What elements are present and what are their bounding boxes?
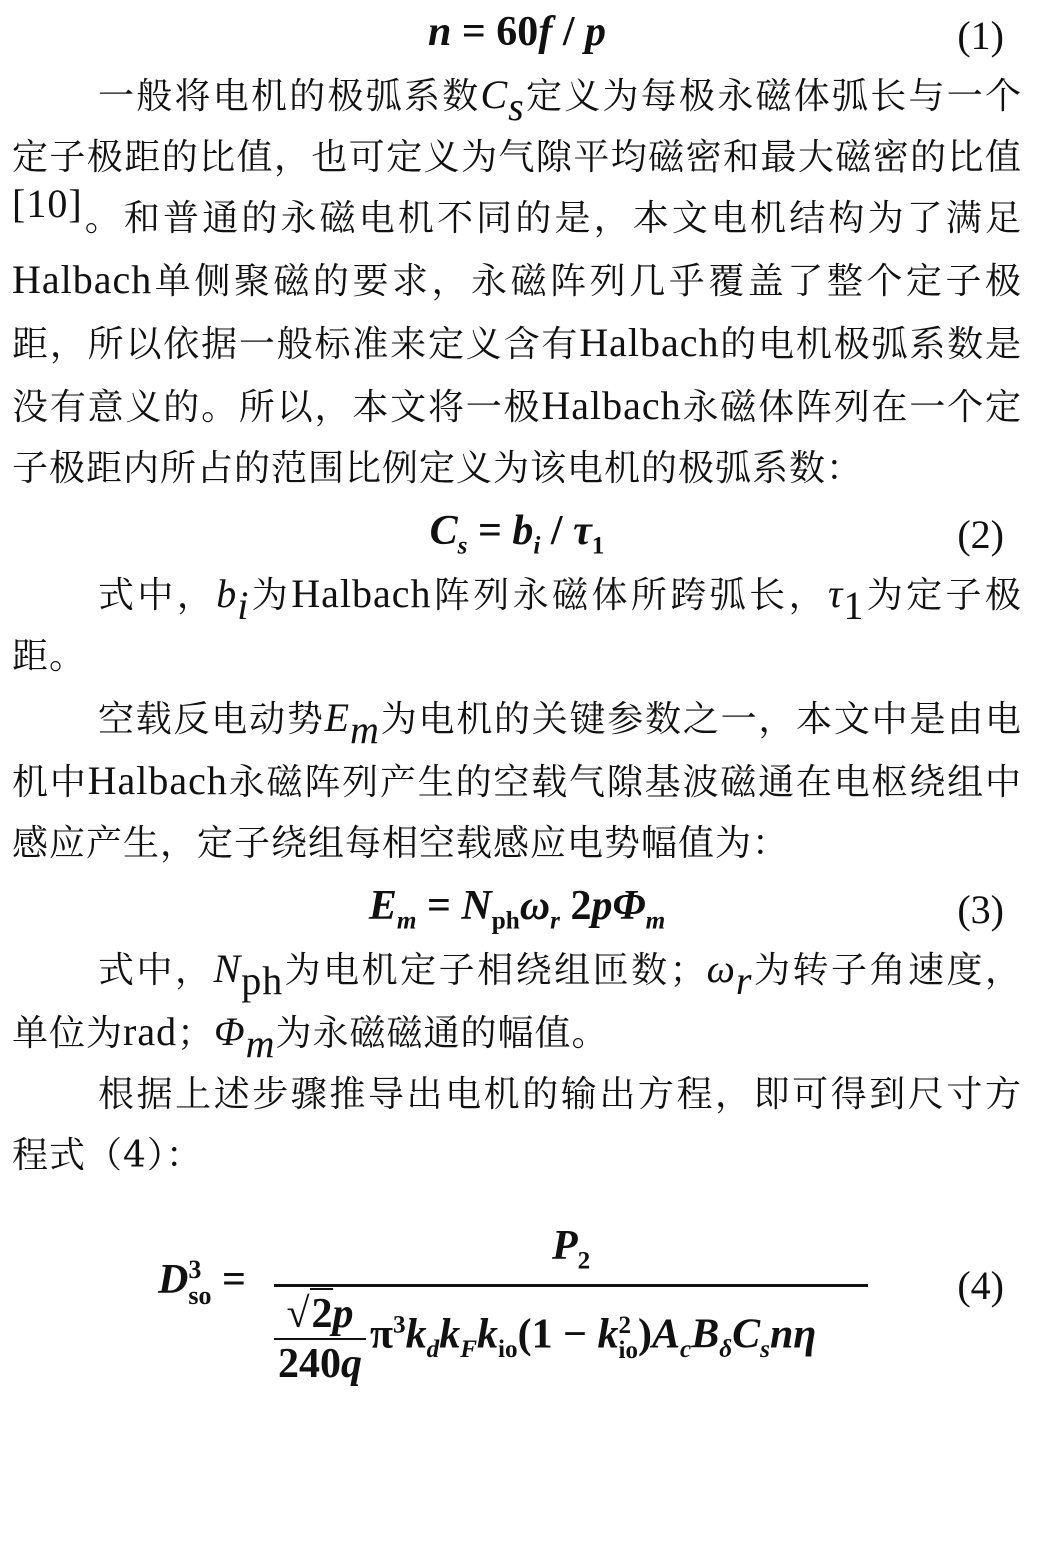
eq4-d-scripts — [188, 1257, 211, 1309]
equation-1 — [12, 0, 1022, 64]
para2-text-1: 式中， — [98, 575, 217, 616]
equation-4-number: (4) — [957, 1263, 1004, 1308]
eq4-ac-sub: c — [680, 1336, 692, 1364]
para1-halbach-3: Halbach — [541, 383, 682, 428]
eq4-bd: B — [691, 1311, 720, 1358]
equation-3-number: (3) — [957, 887, 1004, 932]
para2-text-3: 阵列永磁体所跨弧长， — [431, 575, 828, 616]
equation-2 — [12, 499, 1022, 563]
eq4-kio-sub: io — [498, 1336, 518, 1364]
eq3-phi-sub: m — [645, 907, 666, 935]
para4-text-3: 为转子角速度，单位为 — [12, 950, 1022, 1054]
para3-halbach: Halbach — [87, 758, 228, 803]
eq4-d-sup: 3 — [188, 1255, 202, 1285]
eq2-c: C — [429, 508, 458, 554]
para4-text-1: 式中， — [98, 950, 214, 991]
eq4-lhs — [158, 1256, 246, 1309]
eq4-d: D — [158, 1257, 189, 1303]
para3-var-e: E — [324, 695, 351, 740]
para2-var-b-sub: i — [237, 583, 250, 629]
eq3-n-sub: ph — [491, 907, 520, 935]
eq4-numerator-sub: 2 — [577, 1247, 591, 1275]
eq4-fraction-bar — [274, 1284, 868, 1287]
eq3-n: N — [461, 883, 492, 929]
document-page — [12, 0, 1022, 1392]
para1-halbach-1: Halbach — [12, 257, 153, 302]
eq2-tau: τ — [573, 508, 592, 554]
eq3-equals: = — [416, 883, 462, 929]
para3-text-1: 空载反电动势 — [98, 699, 325, 740]
eq4-kf-sub: F — [460, 1336, 478, 1364]
paragraph-5 — [12, 1064, 1022, 1186]
eq2-equals: = — [467, 508, 513, 554]
eq4-paren-close: ) — [637, 1311, 652, 1358]
eq3-two: 2 — [559, 883, 592, 929]
para4-var-n: N — [213, 946, 242, 991]
para2-halbach: Halbach — [291, 571, 432, 616]
eq4-denominator — [274, 1288, 816, 1388]
para1-citation: [10] — [12, 181, 83, 226]
equation-4 — [12, 1192, 1022, 1392]
eq4-kio2: k — [597, 1311, 619, 1358]
eq4-inner-240: 240 — [278, 1341, 341, 1387]
eq4-inner-denominator — [274, 1340, 366, 1388]
para1-halbach-2: Halbach — [579, 320, 720, 365]
para4-text-2: 为电机定子相绕组匝数； — [283, 950, 707, 991]
equation-2-body — [12, 507, 1022, 560]
eq2-b-sub: i — [533, 532, 541, 560]
para1-text-6: 永磁体阵列在一个定子极距内所占的范围比例定义为该电机的极弧系数： — [12, 387, 1022, 489]
para3-text-3: 永磁阵列产生的空载气隙基波磁通在电枢绕组中感应产生，定子绕组每相空载感应电势幅值为： — [12, 762, 1022, 864]
para4-var-phi: Φ — [214, 1009, 246, 1054]
eq1-f: f — [538, 9, 553, 55]
eq4-kd-sub: d — [426, 1336, 440, 1364]
eq4-bd-sub: δ — [719, 1336, 733, 1364]
equation-2-number: (2) — [957, 512, 1004, 557]
para4-var-omega-sub: r — [735, 958, 753, 1004]
eq3-e-sub: m — [396, 907, 417, 935]
eq2-c-sub: s — [457, 532, 468, 560]
para3-var-e-sub: m — [350, 707, 380, 753]
eq1-p: p — [584, 9, 606, 55]
eq4-kio2-sub: io — [618, 1337, 638, 1364]
eq2-b: b — [512, 508, 534, 554]
para4-var-phi-sub: m — [245, 1021, 276, 1067]
eq4-cs: C — [732, 1311, 761, 1358]
eq4-inner-q: q — [341, 1341, 362, 1387]
eq4-inner-p: p — [332, 1291, 354, 1337]
para1-text-1: 一般将电机的极弧系数 — [98, 76, 481, 117]
eq4-kd: k — [405, 1311, 427, 1358]
eq4-kio2-sup: 2 — [618, 1312, 632, 1339]
para2-text-4: 为定子极距。 — [12, 575, 1022, 677]
eq4-inner-fraction — [274, 1288, 366, 1388]
para4-unit-rad: rad — [123, 1009, 178, 1054]
eq4-kio2-scripts — [619, 1313, 638, 1363]
eq4-kio: k — [477, 1311, 499, 1358]
eq4-d-sub: so — [188, 1281, 212, 1311]
para1-text-5: 的电机极弧系数是没有意义的。所以，本文将一极 — [12, 324, 1022, 428]
para1-text-2: 定义为每极永磁体弧长与一个定子极距的比值，也可定义为气隙平均磁密和最大磁密的比值 — [12, 76, 1022, 178]
para1-var-c-sub: s — [508, 84, 525, 130]
eq4-ac: A — [651, 1311, 680, 1358]
paragraph-4 — [12, 938, 1022, 1067]
eq3-e: E — [368, 883, 397, 929]
para3-text-2: 为电机的关键参数之一，本文中是由电机中 — [12, 699, 1022, 803]
para4-var-omega: ω — [706, 946, 736, 991]
eq4-sqrt-arg: 2 — [310, 1288, 333, 1338]
para5-text-1: 根据上述步骤推导出电机的输出方程，即可得到尺寸方程式（4）： — [12, 1074, 1022, 1176]
para2-text-2: 为 — [249, 575, 292, 616]
para4-text-5: 为永磁磁通的幅值。 — [275, 1013, 609, 1054]
eq2-slash: / — [540, 508, 574, 554]
paragraph-3 — [12, 687, 1022, 874]
para4-text-4: ； — [177, 1013, 215, 1054]
eq2-tau-sub: 1 — [591, 532, 605, 560]
eq4-cs-sub: s — [760, 1336, 770, 1364]
eq3-omega: ω — [519, 883, 551, 929]
eq4-inner-numerator: √2p — [274, 1288, 366, 1340]
eq1-slash: / — [552, 9, 585, 55]
para1-var-c: C — [480, 72, 509, 117]
eq4-paren-open: (1 − — [517, 1311, 598, 1358]
eq4-numerator-p: P — [552, 1223, 578, 1269]
paragraph-1 — [12, 64, 1022, 499]
equation-3-body — [12, 882, 1022, 935]
eq3-p: p — [591, 883, 613, 929]
eq3-phi: Φ — [612, 883, 646, 929]
eq4-pi-sup: 3 — [393, 1311, 406, 1339]
para1-text-3: 。和普通的永磁电机不同的是，本文电机结构为了满足 — [82, 198, 1022, 239]
equation-1-number: (1) — [957, 13, 1004, 58]
paragraph-2 — [12, 563, 1022, 687]
para4-var-n-sub: ph — [241, 958, 284, 1004]
eq4-numerator — [552, 1222, 591, 1275]
eq1-equals: = 60 — [451, 9, 539, 55]
eq4-kf: k — [439, 1311, 461, 1358]
eq4-pi: π — [370, 1311, 394, 1358]
eq4-eta: η — [793, 1311, 817, 1358]
eq1-n: n — [428, 9, 452, 55]
eq4-n: n — [769, 1311, 794, 1358]
equation-1-body — [12, 8, 1022, 56]
para1-text-4: 单侧聚磁的要求，永磁阵列几乎覆盖了整个定子极距，所以依据一般标准来定义含有 — [12, 261, 1022, 365]
eq3-omega-sub: r — [550, 907, 560, 935]
para2-var-tau-sub: 1 — [843, 583, 865, 629]
para2-var-tau: τ — [827, 571, 844, 616]
eq4-equals: = — [211, 1257, 246, 1303]
para2-var-b: b — [216, 571, 238, 616]
equation-3 — [12, 874, 1022, 938]
